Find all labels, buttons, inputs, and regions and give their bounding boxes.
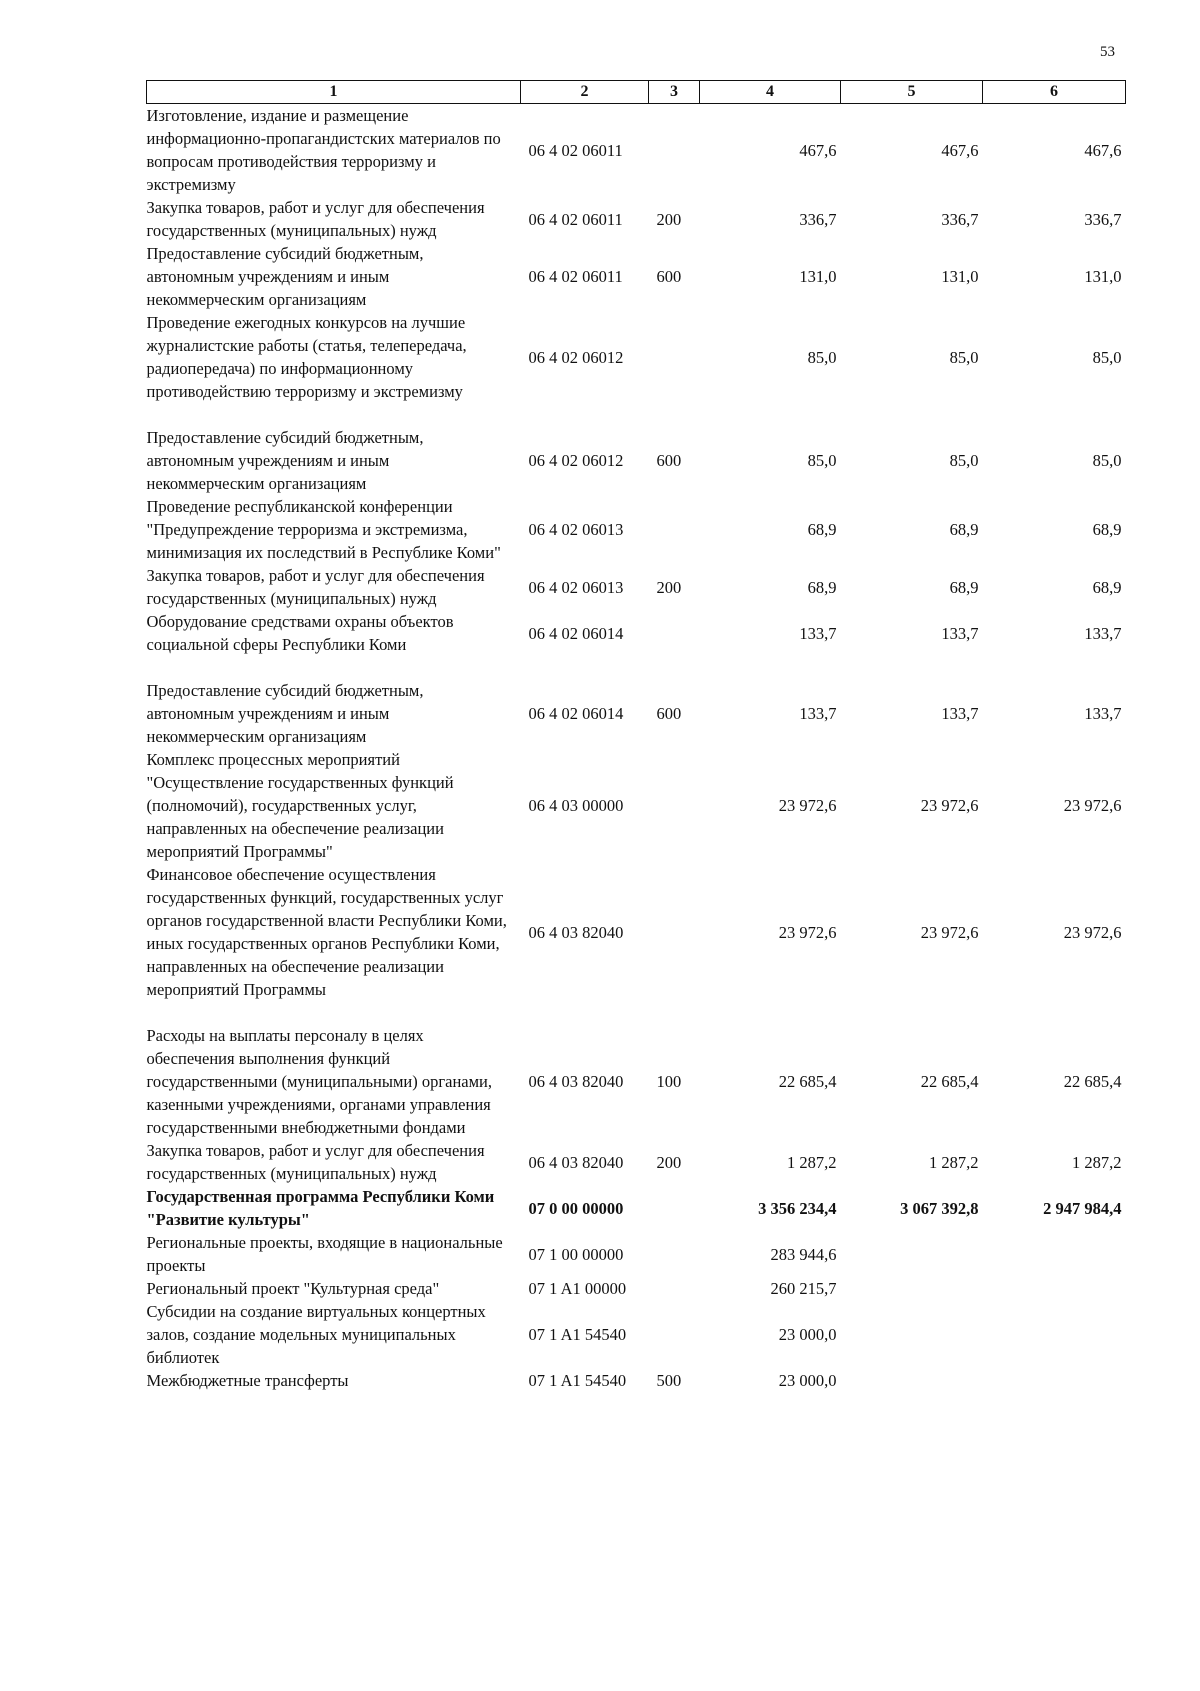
row-code-cell: 06 4 02 06013	[528, 520, 624, 539]
row-value-col5: 23 972,6	[920, 922, 979, 942]
header-col-4: 4	[700, 81, 841, 104]
row-name-cell: Изготовление, издание и размещение информационно-пропагандистских материалов по вопросам противодействия терроризму и экстремизму	[146, 106, 501, 194]
row-value-col4: 68,9	[807, 520, 837, 539]
row-name-cell: Региональные проекты, входящие в национальные проекты	[146, 1233, 503, 1275]
row-value-col4: 3 356 234,4	[758, 1198, 837, 1218]
row-code-cell: 07 1 00 00000	[528, 1244, 624, 1264]
table-row	[147, 1024, 1126, 1139]
row-type-cell: 200	[656, 577, 682, 597]
row-value-col6: 131,0	[1084, 267, 1122, 286]
row-name-cell: Расходы на выплаты персоналу в целях обеспечения выполнения функций государственными (муниципальными) органами, казенными учреждениями, органами управления государственными внебюджетными фондами	[146, 1026, 493, 1137]
row-value-col5	[841, 1231, 983, 1277]
row-value-col6: 467,6	[1084, 140, 1122, 160]
row-value-col4: 260 215,7	[770, 1279, 837, 1298]
row-code-cell: 07 1 A1 54540	[528, 1325, 627, 1344]
row-value-col6	[983, 1231, 1126, 1277]
row-type-cell: 600	[656, 267, 682, 286]
row-name-cell: Комплекс процессных мероприятий "Осуществление государственных функций (полномочий), государственных услуг, направленных на обеспечение реализации мероприятий Программы"	[146, 750, 454, 861]
row-type-cell	[649, 610, 700, 679]
row-value-col4: 1 287,2	[787, 1152, 837, 1172]
row-value-col6	[983, 1369, 1126, 1392]
table-row	[147, 1185, 1126, 1231]
row-value-col4: 85,0	[807, 347, 837, 367]
table-row	[147, 104, 1126, 197]
row-code-cell: 06 4 02 06011	[528, 140, 623, 160]
row-type-cell	[649, 863, 700, 1024]
row-name-cell: Государственная программа Республики Коми "Развитие культуры"	[146, 1187, 495, 1229]
row-type-cell: 200	[656, 1152, 682, 1172]
row-code-cell: 07 1 A1 54540	[528, 1371, 627, 1390]
row-name-cell: Предоставление субсидий бюджетным, автономным учреждениям и иным некоммерческим организациям	[146, 428, 424, 493]
row-code-cell: 06 4 02 06012	[528, 347, 624, 367]
table-row	[147, 564, 1126, 610]
row-code-cell: 06 4 02 06013	[528, 577, 624, 597]
row-value-col6	[983, 1277, 1126, 1300]
row-value-col5: 133,7	[941, 623, 979, 643]
table-row	[147, 610, 1126, 679]
row-code-cell: 06 4 03 82040	[528, 1152, 624, 1172]
row-name-cell: Проведение ежегодных конкурсов на лучшие журналистские работы (статья, телепередача, радиопередача) по информационному противодействию терроризму и экстремизму	[146, 313, 467, 401]
row-value-col5: 133,7	[941, 704, 979, 723]
row-value-col5: 131,0	[941, 267, 979, 286]
row-type-cell	[649, 748, 700, 863]
table-row	[147, 426, 1126, 495]
row-value-col6: 22 685,4	[1063, 1072, 1122, 1091]
row-type-cell: 600	[656, 704, 682, 723]
row-value-col5: 22 685,4	[920, 1072, 979, 1091]
row-value-col5	[841, 1277, 983, 1300]
row-value-col4: 23 972,6	[778, 796, 837, 815]
row-value-col5: 85,0	[949, 347, 979, 367]
row-value-col4: 467,6	[799, 140, 837, 160]
row-type-cell: 100	[656, 1072, 682, 1091]
row-value-col6: 85,0	[1092, 451, 1122, 470]
row-name-cell: Закупка товаров, работ и услуг для обеспечения государственных (муниципальных) нужд	[146, 198, 485, 240]
row-code-cell: 06 4 02 06014	[528, 623, 624, 643]
header-col-3: 3	[649, 81, 700, 104]
row-value-col5: 467,6	[941, 140, 979, 160]
row-name-cell: Закупка товаров, работ и услуг для обеспечения государственных (муниципальных) нужд	[146, 1141, 485, 1183]
table-row	[147, 311, 1126, 426]
row-value-col6: 336,7	[1084, 209, 1122, 229]
row-value-col4: 133,7	[799, 704, 837, 723]
row-code-cell: 06 4 02 06011	[528, 267, 623, 286]
row-value-col4: 68,9	[807, 577, 837, 597]
row-type-cell	[649, 1231, 700, 1277]
row-code-cell: 07 0 00 00000	[528, 1198, 624, 1218]
row-type-cell	[649, 311, 700, 426]
row-value-col4: 23 000,0	[778, 1371, 837, 1390]
table-row	[147, 748, 1126, 863]
row-value-col6: 85,0	[1092, 347, 1122, 367]
row-value-col5: 68,9	[949, 520, 979, 539]
row-value-col6: 68,9	[1092, 520, 1122, 539]
row-code-cell: 06 4 03 82040	[528, 922, 624, 942]
row-name-cell: Региональный проект "Культурная среда"	[146, 1279, 440, 1298]
row-type-cell	[649, 1300, 700, 1369]
row-type-cell: 200	[656, 209, 682, 229]
row-type-cell	[649, 104, 700, 197]
row-type-cell	[649, 495, 700, 564]
row-name-cell: Предоставление субсидий бюджетным, автономным учреждениям и иным некоммерческим организациям	[146, 244, 424, 309]
table-row	[147, 1277, 1126, 1300]
row-value-col6: 23 972,6	[1063, 796, 1122, 815]
row-value-col5: 3 067 392,8	[900, 1198, 979, 1218]
row-value-col5: 68,9	[949, 577, 979, 597]
row-value-col4: 22 685,4	[778, 1072, 837, 1091]
row-value-col6	[983, 1300, 1126, 1369]
table-row	[147, 1231, 1126, 1277]
header-col-2: 2	[521, 81, 649, 104]
table-row	[147, 242, 1126, 311]
row-name-cell: Проведение республиканской конференции "Предупреждение терроризма и экстремизма, минимизация их последствий в Республике Коми"	[146, 497, 501, 562]
table-row	[147, 196, 1126, 242]
table-row	[147, 495, 1126, 564]
row-type-cell	[649, 1185, 700, 1231]
header-row	[147, 81, 1126, 104]
row-name-cell: Закупка товаров, работ и услуг для обеспечения государственных (муниципальных) нужд	[146, 566, 485, 608]
row-value-col6: 133,7	[1084, 704, 1122, 723]
row-value-col4: 336,7	[799, 209, 837, 229]
row-value-col4: 283 944,6	[770, 1244, 837, 1264]
row-value-col5	[841, 1369, 983, 1392]
row-value-col4: 131,0	[799, 267, 837, 286]
row-code-cell: 06 4 03 00000	[528, 796, 624, 815]
row-name-cell: Предоставление субсидий бюджетным, автономным учреждениям и иным некоммерческим организациям	[146, 681, 424, 746]
row-value-col5	[841, 1300, 983, 1369]
row-value-col5: 1 287,2	[929, 1152, 979, 1172]
row-value-col4: 23 000,0	[778, 1325, 837, 1344]
row-value-col4: 85,0	[807, 451, 837, 470]
row-value-col6: 133,7	[1084, 623, 1122, 643]
row-name-cell: Межбюджетные трансферты	[146, 1371, 349, 1390]
row-value-col6: 68,9	[1092, 577, 1122, 597]
row-value-col4: 133,7	[799, 623, 837, 643]
table-row	[147, 1139, 1126, 1185]
budget-table	[146, 80, 1126, 1392]
row-code-cell: 07 1 A1 00000	[528, 1279, 627, 1298]
row-type-cell: 600	[656, 451, 682, 470]
table-body	[147, 104, 1126, 1393]
table-row	[147, 1300, 1126, 1369]
header-col-1: 1	[147, 81, 521, 104]
row-code-cell: 06 4 03 82040	[528, 1072, 624, 1091]
table-row	[147, 679, 1126, 748]
page-number: 53	[1100, 44, 1115, 60]
row-code-cell: 06 4 02 06012	[528, 451, 624, 470]
header-col-5: 5	[841, 81, 983, 104]
table-header	[147, 81, 1126, 104]
row-value-col6: 23 972,6	[1063, 922, 1122, 942]
row-value-col5: 336,7	[941, 209, 979, 229]
row-code-cell: 06 4 02 06014	[528, 704, 624, 723]
row-code-cell: 06 4 02 06011	[528, 209, 623, 229]
header-col-6: 6	[983, 81, 1126, 104]
row-name-cell: Оборудование средствами охраны объектов социальной сферы Республики Коми	[146, 612, 454, 654]
row-value-col4: 23 972,6	[778, 922, 837, 942]
row-type-cell	[649, 1277, 700, 1300]
table-row	[147, 863, 1126, 1024]
row-value-col5: 23 972,6	[920, 796, 979, 815]
row-value-col6: 1 287,2	[1072, 1152, 1122, 1172]
row-value-col6: 2 947 984,4	[1043, 1198, 1122, 1218]
table-row	[147, 1369, 1126, 1392]
row-type-cell: 500	[656, 1371, 682, 1390]
row-value-col5: 85,0	[949, 451, 979, 470]
row-name-cell: Финансовое обеспечение осуществления государственных функций, государственных услуг органов государственной власти Республики Коми, иных государственных органов Республики Коми, направленных на обеспечение реализации мероприятий Программы	[146, 865, 507, 999]
row-name-cell: Субсидии на создание виртуальных концертных залов, создание модельных муниципальных библиотек	[146, 1302, 486, 1367]
